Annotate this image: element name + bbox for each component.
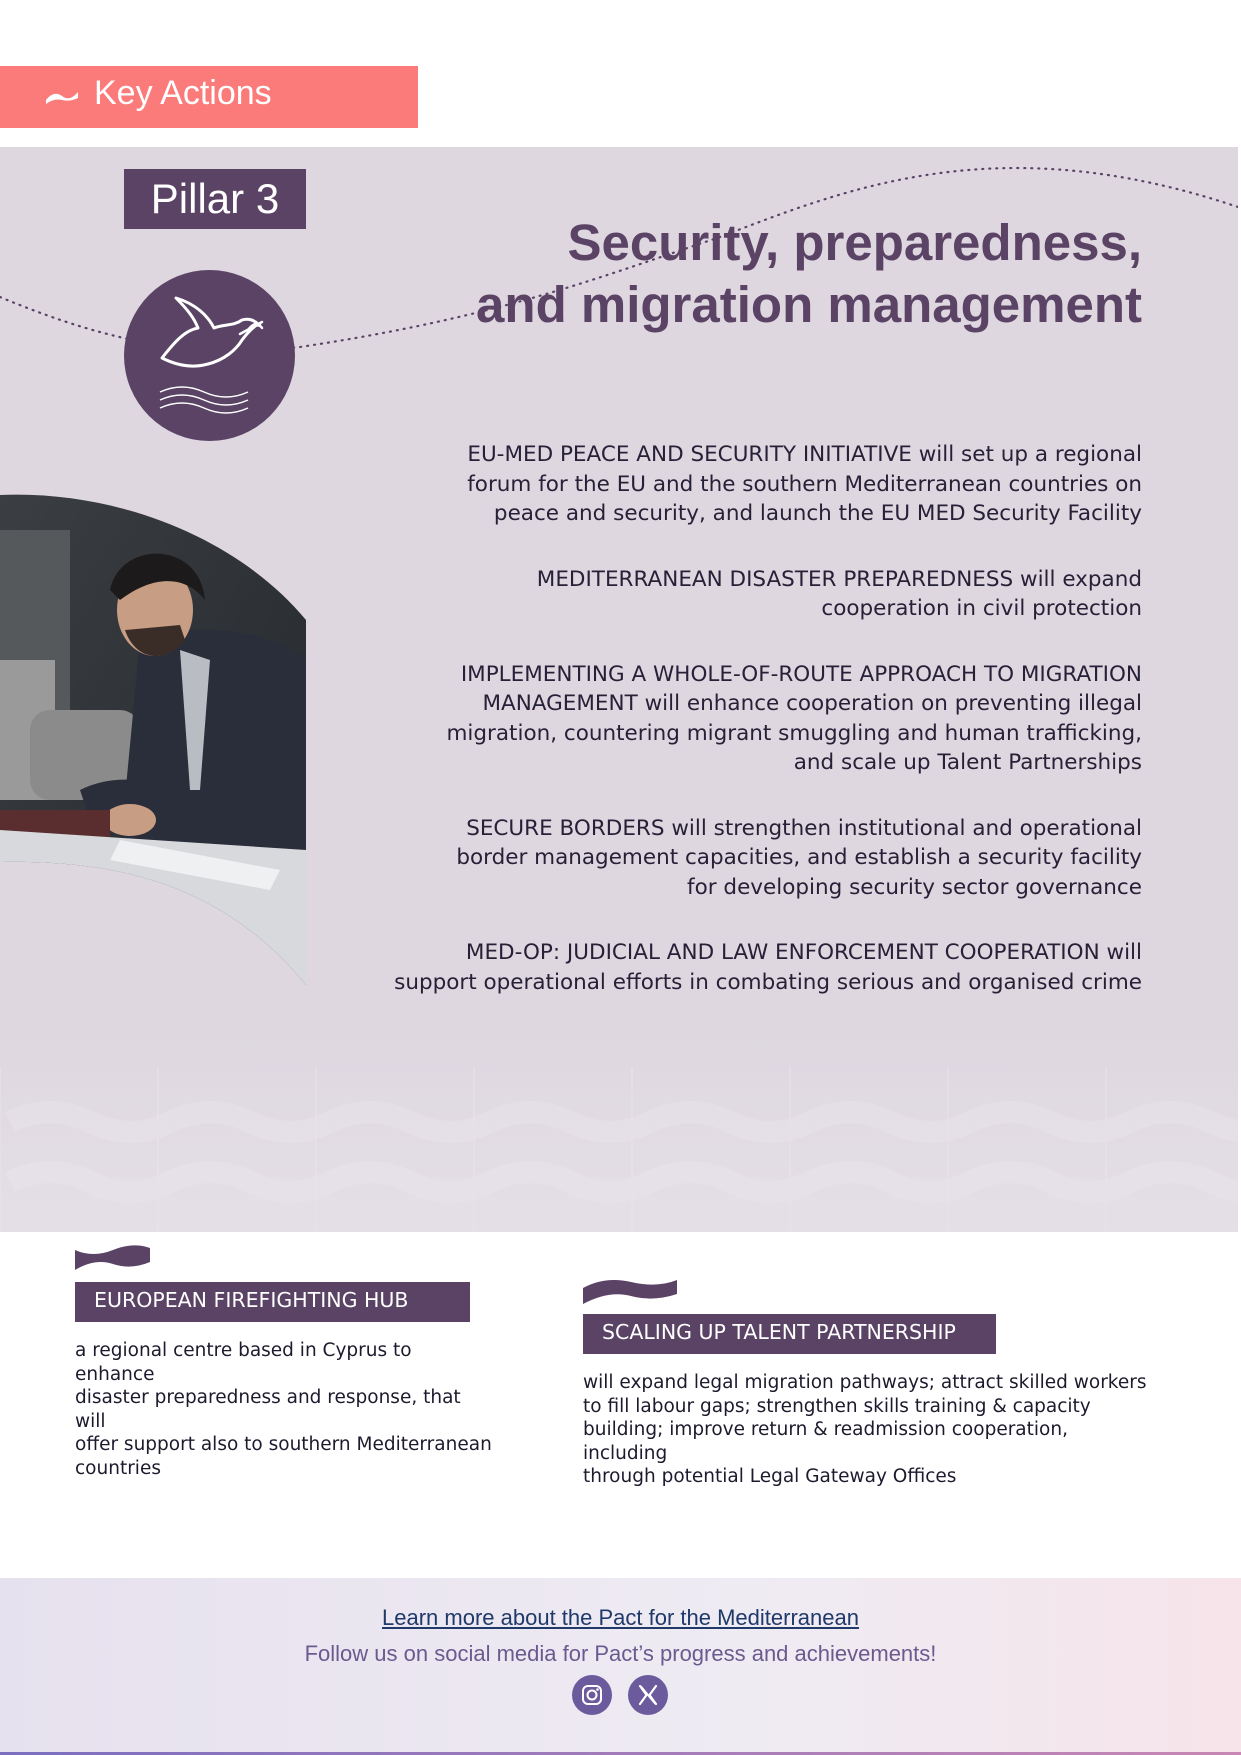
card-wave-icon bbox=[583, 1276, 677, 1306]
talent-partnership-description bbox=[583, 1371, 1153, 1489]
action-line: MED-OP: JUDICIAL AND LAW ENFORCEMENT COOPERATION will bbox=[465, 940, 1142, 965]
action-secure-borders bbox=[360, 814, 1142, 903]
action-migration-management bbox=[360, 660, 1142, 778]
action-line: EU-MED PEACE AND SECURITY INITIATIVE will set up a regional bbox=[467, 442, 1142, 467]
instagram-icon[interactable] bbox=[572, 1675, 612, 1715]
talent-partnership-title: SCALING UP TALENT PARTNERSHIP bbox=[583, 1314, 996, 1354]
dove-emblem bbox=[124, 270, 295, 441]
action-line: MEDITERRANEAN DISASTER PREPAREDNESS will expand bbox=[536, 566, 1142, 592]
action-line: SECURE BORDERS will strengthen institutional and operational bbox=[466, 815, 1142, 841]
action-line: and scale up Talent Partnerships bbox=[793, 750, 1142, 775]
wave-icon bbox=[44, 88, 80, 106]
action-disaster-preparedness bbox=[360, 565, 1142, 624]
action-line: forum for the EU and the southern Mediterranean countries on bbox=[467, 471, 1142, 497]
panel-fade bbox=[0, 1032, 1238, 1232]
follow-us-text: Follow us on social media for Pact’s progress and achievements! bbox=[304, 1641, 937, 1666]
section-label: Key Actions bbox=[94, 74, 272, 112]
desc-line: a regional centre based in Cyprus to enhance bbox=[75, 1340, 412, 1385]
desc-line: will expand legal migration pathways; attract skilled workers bbox=[583, 1372, 1147, 1393]
title-line-1: Security, preparedness, bbox=[567, 214, 1142, 271]
desc-line: through potential Legal Gateway Offices bbox=[583, 1466, 957, 1487]
action-line: support operational efforts in combating serious and organised crime bbox=[394, 969, 1142, 995]
action-line: migration, countering migrant smuggling and human trafficking, bbox=[446, 720, 1142, 746]
desc-line: offer support also to southern Mediterranean bbox=[75, 1434, 492, 1455]
firefighting-hub-description bbox=[75, 1339, 495, 1480]
desc-line: countries bbox=[75, 1457, 161, 1479]
firefighting-hub-title: EUROPEAN FIREFIGHTING HUB bbox=[75, 1282, 470, 1322]
key-actions-banner bbox=[0, 66, 418, 128]
key-actions-list bbox=[360, 440, 1142, 1033]
action-peace-security bbox=[360, 440, 1142, 529]
desc-line: building; improve return & readmission cooperation, including bbox=[583, 1419, 1068, 1464]
card-wave-icon bbox=[75, 1244, 150, 1274]
desc-line: disaster preparedness and response, that will bbox=[75, 1387, 461, 1432]
learn-more-link[interactable]: Learn more about the Pact for the Mediterranean bbox=[382, 1605, 859, 1630]
learn-more-row bbox=[0, 1605, 1241, 1631]
action-line: MANAGEMENT will enhance cooperation on preventing illegal bbox=[482, 691, 1142, 716]
action-line: cooperation in civil protection bbox=[821, 596, 1142, 621]
x-icon[interactable] bbox=[628, 1675, 668, 1715]
action-line: for developing security sector governance bbox=[687, 874, 1142, 900]
page-title bbox=[380, 212, 1142, 336]
action-line: border management capacities, and establish a security facility bbox=[456, 845, 1142, 870]
title-line-2: and migration management bbox=[476, 276, 1142, 333]
dove-icon bbox=[124, 270, 295, 441]
person-writing-photo bbox=[0, 490, 306, 990]
desc-line: to fill labour gaps; strengthen skills training & capacity bbox=[583, 1395, 1091, 1417]
action-line: IMPLEMENTING A WHOLE-OF-ROUTE APPROACH TO MIGRATION bbox=[460, 661, 1142, 687]
pillar-tag: Pillar 3 bbox=[124, 169, 306, 229]
action-med-op bbox=[360, 938, 1142, 997]
action-line: peace and security, and launch the EU MED Security Facility bbox=[493, 501, 1142, 526]
